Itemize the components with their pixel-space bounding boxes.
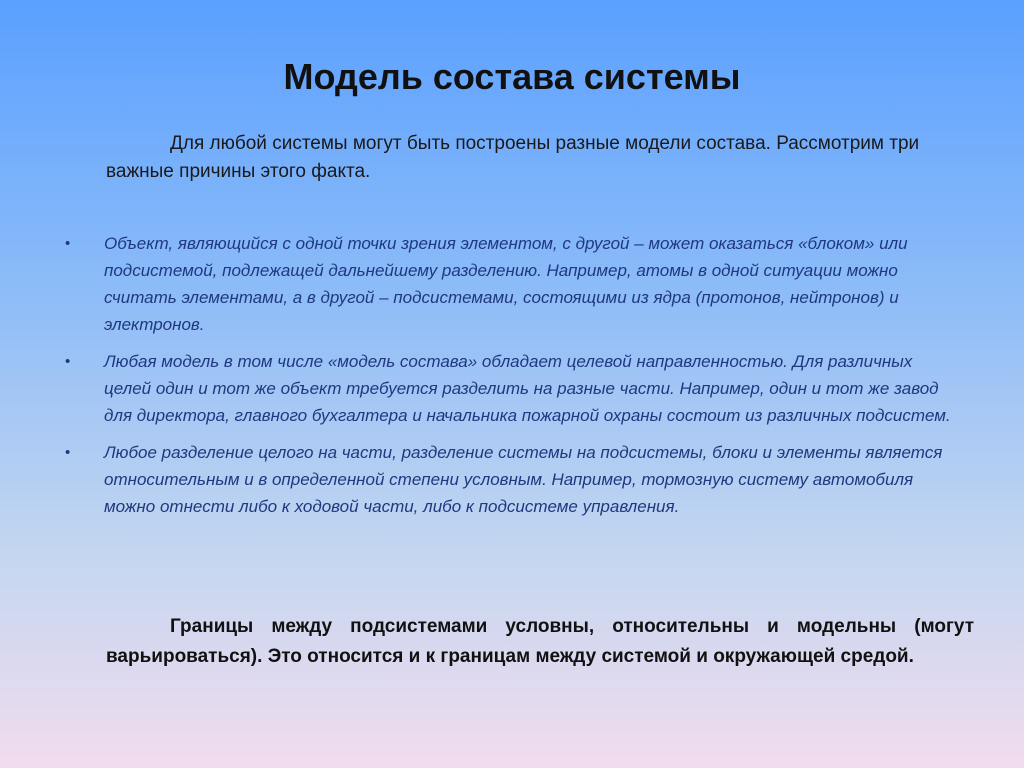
bullet-text: Любое разделение целого на части, разделение системы на подсистемы, блоки и элементы является относительным и в определенной степени условным. Например, тормозную систему автомобиля можно отнести либо к ходовой части, либо к подсистеме управления. xyxy=(104,443,943,516)
intro-paragraph: Для любой системы могут быть построены разные модели состава. Рассмотрим три важные причины этого факта. xyxy=(106,133,920,182)
bullet-dot-icon: • xyxy=(65,235,71,252)
bullet-text: Любая модель в том числе «модель состава» обладает целевой направленностью. Для различных целей один и тот же объект требуется разделить на разные части. Например, один и тот же завод для директора, главного бухгалтера и начальника пожарной охраны состоит из различных подсистем. xyxy=(104,352,951,425)
list-item xyxy=(62,439,962,520)
slide-title: Модель состава системы xyxy=(283,56,741,97)
bullet-dot-icon: • xyxy=(65,353,71,370)
conclusion-paragraph: Границы между подсистемами условны, относительны и модельны (могут варьироваться). Это относится и к границам между системой и окружающей средой. xyxy=(106,616,974,667)
bullet-list xyxy=(62,230,962,530)
list-item xyxy=(62,348,962,429)
bullet-dot-icon: • xyxy=(65,444,71,461)
list-item xyxy=(62,230,962,338)
bullet-text: Объект, являющийся с одной точки зрения элементом, с другой – может оказаться «блоком» или подсистемой, подлежащей дальнейшему разделению. Например, атомы в одной ситуации можно считать элементами, а в другой – подсистемами, состоящими из ядра (протонов, нейтронов) и электронов. xyxy=(104,234,908,334)
